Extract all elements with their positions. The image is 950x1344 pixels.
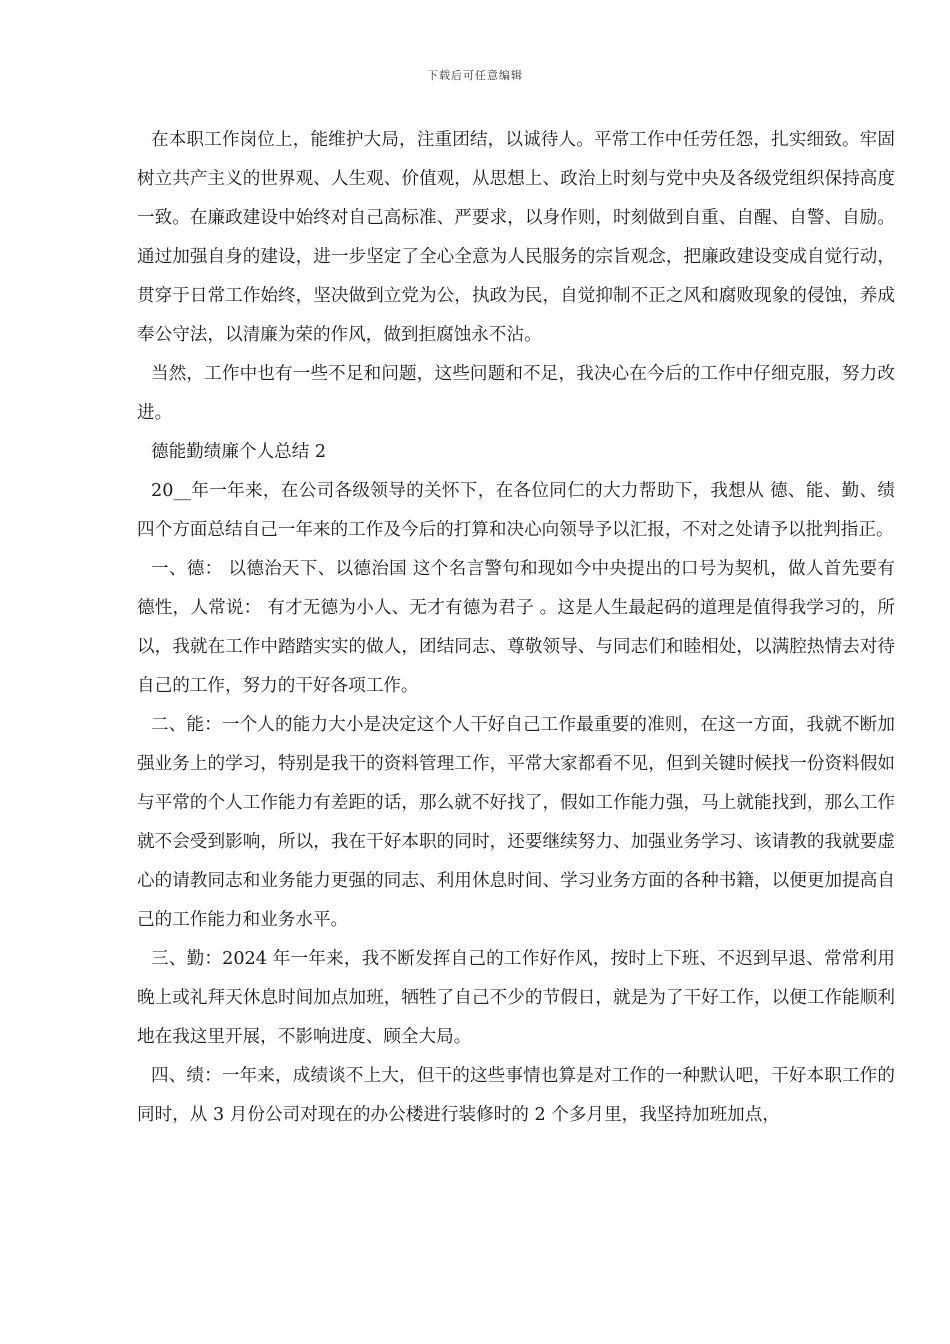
paragraph: 三、勤：2024 年一年来，我不断发挥自己的工作好作风，按时上下班、不迟到早退、常常利用晚上或礼拜天休息时间加点加班，牺牲了自己不少的节假日，就是为了干好工作，以便工作能顺利地在我这里开展，不影响进度、顾全大局。	[137, 949, 895, 1047]
paragraph: 20__年一年来，在公司各级领导的关怀下，在各位同仁的大力帮助下，我想从 德、能、勤、绩 四个方面总结自己一年来的工作及今后的打算和决心向领导予以汇报，不对之处请予以批判指正。	[137, 481, 895, 540]
paragraph: 在本职工作岗位上，能维护大局，注重团结，以诚待人。平常工作中任劳任怨，扎实细致。牢固树立共产主义的世界观、人生观、价值观，从思想上、政治上时刻与党中央及各级党组织保持高度一致。在廉政建设中始终对自己高标准、严要求，以身作则，时刻做到自重、自醒、自警、自励。通过加强自身的建设，进一步坚定了全心全意为人民服务的宗旨观念，把廉政建设变成自觉行动，贯穿于日常工作始终，坚决做到立党为公，执政为民，自觉抑制不正之风和腐败现象的侵蚀，养成奉公守法，以清廉为荣的作风，做到拒腐蚀永不沾。	[137, 130, 895, 345]
paragraph: 一、德： 以德治天下、以德治国 这个名言警句和现如今中央提出的口号为契机，做人首先要有德性，人常说： 有才无德为小人、无才有德为君子 。这是人生最起码的道理是值得我学习的，所以，我就在工作中踏踏实实的做人，团结同志、尊敬领导、与同志们和睦相处，以满腔热情去对待自己的工作，努力的干好各项工作。	[137, 559, 895, 696]
paragraph: 四、绩：一年来，成绩谈不上大，但干的这些事情也算是对工作的一种默认吧，干好本职工作的同时，从 3 月份公司对现在的办公楼进行装修时的 2 个多月里，我坚持加班加点，	[137, 1066, 895, 1125]
paragraph: 二、能：一个人的能力大小是决定这个人干好自己工作最重要的准则，在这一方面，我就不断加强业务上的学习，特别是我干的资料管理工作，平常大家都看不见，但到关键时候找一份资料假如与平常的个人工作能力有差距的话，那么就不好找了，假如工作能力强，马上就能找到，那么工作就不会受到影响，所以，我在干好本职的同时，还要继续努力、加强业务学习、该请教的我就要虚心的请教同志和业务能力更强的同志、利用休息时间、学习业务方面的各种书籍，以便更加提高自己的工作能力和业务水平。	[137, 715, 895, 930]
page-header: 下载后可任意编辑	[427, 69, 523, 82]
section-title: 德能勤绩廉个人总结 2	[151, 442, 327, 462]
document-body	[137, 121, 895, 1135]
paragraph: 当然，工作中也有一些不足和问题，这些问题和不足，我决心在今后的工作中仔细克服，努力改进。	[137, 364, 895, 423]
